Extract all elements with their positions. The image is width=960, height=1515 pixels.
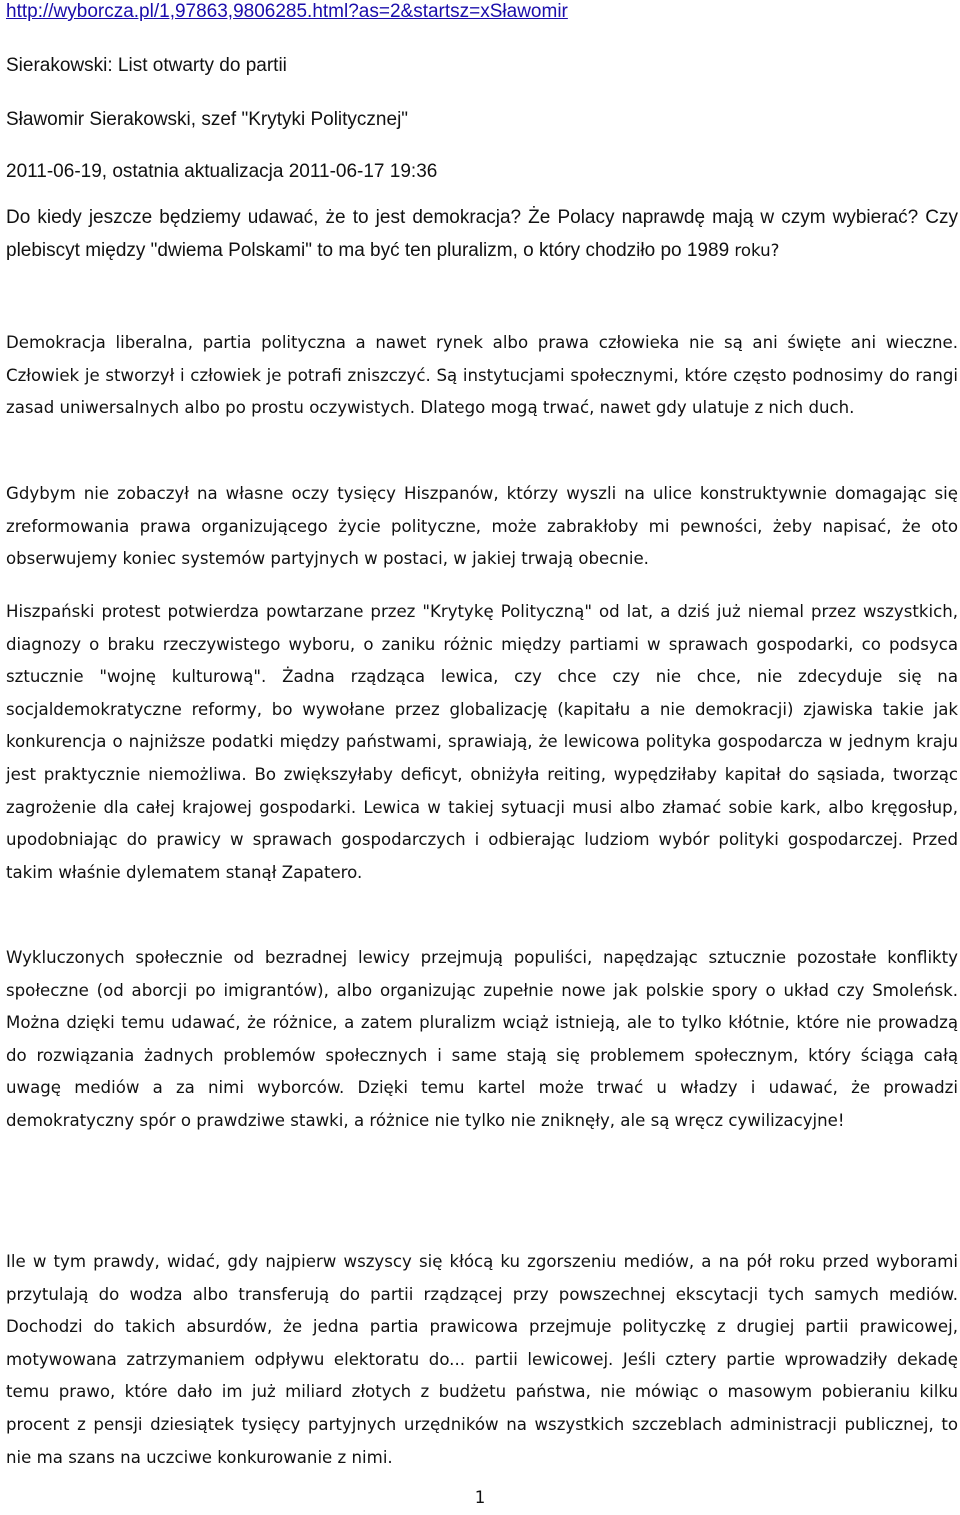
article-title: Sierakowski: List otwarty do partii bbox=[6, 55, 287, 76]
paragraph-5: Ile w tym prawdy, widać, gdy najpierw wszyscy się kłócą ku zgorszeniu mediów, a na pół roku przed wyborami przytulają do wodza albo transferują do partii rządzącej przy powszechnej ekscytacji tych samych mediów. Dochodzi do takich absurdów, że jedna partia prawicowa przejmuje polityczkę z drugiej partii prawicowej, motywowana zatrzymaniem odpływu elektoratu do... partii lewicowej. Jeśli cztery partie wprowadziły dekadę temu prawo, które dało im już miliard złotych z budżetu państwa, nie mówiąc o masowym pobieraniu kilku procent z pensji dziesiątek tysięcy partyjnych urzędników na wszystkich szczeblach administracji publicznej, to nie ma szans na uczciwe konkurowanie z nimi. bbox=[6, 1252, 958, 1467]
paragraph-intro-lead: Do kiedy jeszcze będziemy udawać, że to jest demokracja? Że Polacy naprawdę mają w czym wybierać? Czy plebiscyt między "dwiema Polskami" to ma być ten pluralizm, o który chodziło po 1989 bbox=[6, 207, 958, 261]
paragraph-4: Wykluczonych społecznie od bezradnej lewicy przejmują populiści, napędzając sztucznie pozostałe konflikty społeczne (od aborcji po imigrantów), albo organizując zupełnie nowe jak polskie spory o układ czy Smoleńsk. Można dzięki temu udawać, że różnice, a zatem pluralizm wciąż istnieją, ale to tylko kłótnie, które nie prowadzą do rozwiązania żadnych problemów społecznych i same stają się problemem społecznym, który ściąga całą uwagę mediów a za nimi wyborców. Dzięki temu kartel może trwać u władzy i udawać, że prowadzi demokratyczny spór o prawdziwe stawki, a różnice nie tylko nie zniknęły, ale są wręcz cywilizacyjne! bbox=[6, 948, 958, 1130]
page-number: 1 bbox=[474, 1488, 486, 1507]
paragraph-2: Gdybym nie zobaczył na własne oczy tysięcy Hiszpanów, którzy wyszli na ulice konstruktywnie domagając się zreformowania prawa organizującego życie polityczne, może zabrakłoby mi pewności, żeby napisać, że oto obserwujemy koniec systemów partyjnych w postaci, w jakiej trwają obecnie. bbox=[6, 484, 958, 569]
paragraph-intro-rest: roku? bbox=[729, 240, 780, 260]
paragraph-3: Hiszpański protest potwierdza powtarzane przez "Krytykę Polityczną" od lat, a dziś już niemal przez wszystkich, diagnozy o braku rzeczywistego wyboru, o zaniku różnic między partiami w sprawach gospodarki, co podsyca sztucznie "wojnę kulturową". Żadna rządząca lewica, czy chce czy nie chce, nie zdecyduje się na socjaldemokratyczne reformy, bo wywołane przez globalizację (kapitału a nie demokracji) zjawiska takie jak konkurencja o najniższe podatki między państwami, sprawiają, że lewicowa polityka gospodarcza w jednym kraju jest praktycznie niemożliwa. Bo zwiększyłaby deficyt, obniżyła reiting, wypędziłaby kapitał do sąsiada, tworząc zagrożenie dla całej krajowej gospodarki. Lewica w takiej sytuacji musi albo złamać sobie kark, albo kręgosłup, upodobniając do prawicy w sprawach gospodarczych i odbierając ludziom wybór polityki gospodarczej. Przed takim właśnie dylematem stanął Zapatero. bbox=[6, 602, 958, 882]
article-author: Sławomir Sierakowski, szef "Krytyki Politycznej" bbox=[6, 109, 409, 130]
paragraph-1: Demokracja liberalna, partia polityczna a nawet rynek albo prawa człowieka nie są ani święte ani wieczne. Człowiek je stworzył i człowiek je potrafi zniszczyć. Są instytucjami społecznymi, które często podnosimy do rangi zasad uniwersalnych albo po prostu oczywistych. Dlatego mogą trwać, nawet gdy ulatuje z nich duch. bbox=[6, 333, 958, 418]
article-date: 2011-06-19, ostatnia aktualizacja 2011-06-17 19:36 bbox=[6, 161, 438, 182]
paragraph-intro bbox=[6, 202, 958, 267]
source-url-link[interactable]: http://wyborcza.pl/1,97863,9806285.html?as=2&startsz=xSławomir bbox=[6, 1, 568, 22]
